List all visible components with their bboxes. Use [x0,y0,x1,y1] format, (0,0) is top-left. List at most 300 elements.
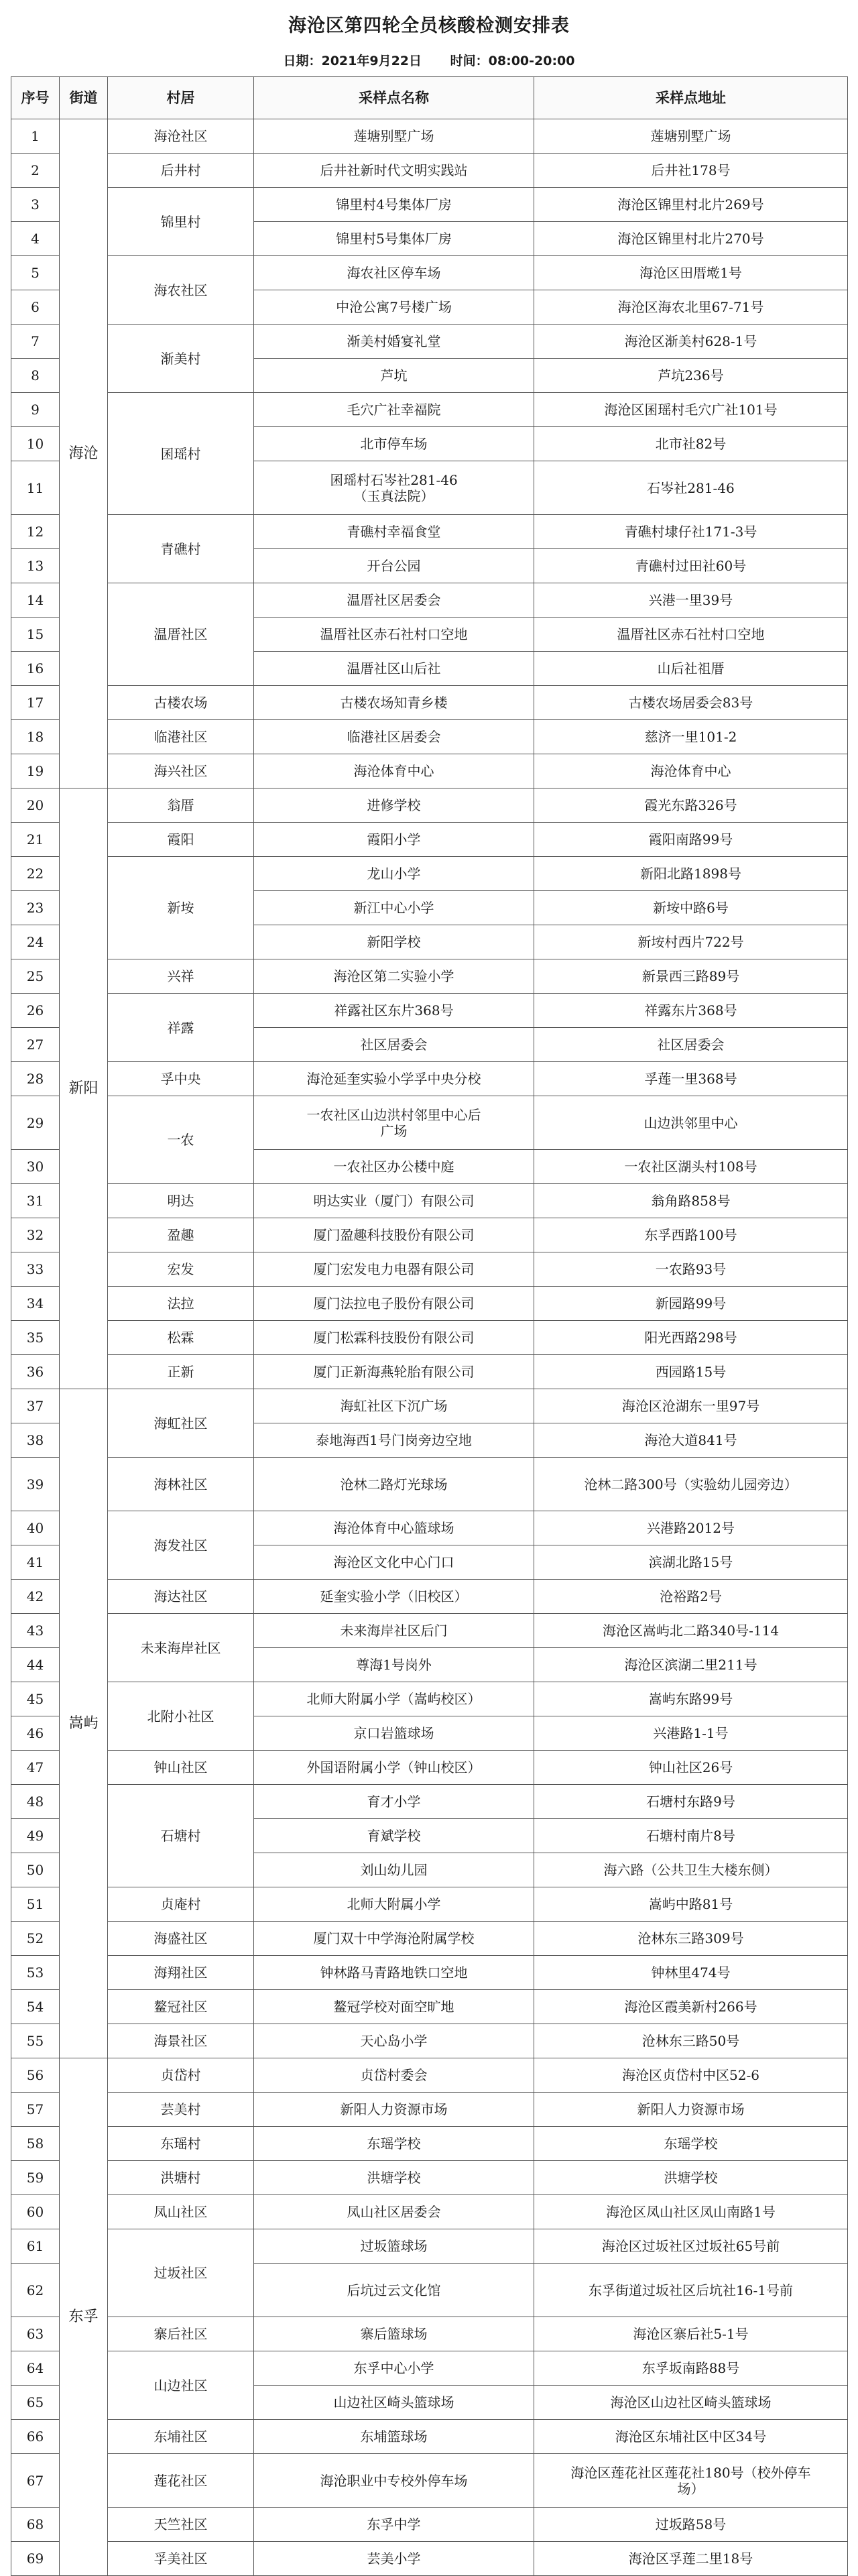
site-address-cell: 兴港一里39号 [534,583,848,618]
site-address-cell: 海沧区凤山社区凤山南路1号 [534,2195,848,2229]
row-number: 54 [11,1990,60,2024]
village-cell: 寨后社区 [108,2317,254,2351]
site-address-cell: 祥露东片368号 [534,994,848,1028]
row-number: 29 [11,1096,60,1150]
row-number: 44 [11,1648,60,1682]
time-label: 时间：08:00-20:00 [450,54,575,68]
row-number: 46 [11,1716,60,1751]
table-row [11,1389,848,1423]
table-row [11,720,848,754]
village-cell: 海虹社区 [108,1389,254,1458]
table-row [11,1252,848,1287]
row-number: 56 [11,2058,60,2093]
site-name-cell: 新阳人力资源市场 [254,2093,534,2127]
site-address-cell: 海沧区孚莲二里18号 [534,2542,848,2576]
table-row [11,2161,848,2195]
site-address-cell: 海沧区锦里村北片270号 [534,222,848,256]
table-row [11,1511,848,1545]
site-name-cell: 祥露社区东片368号 [254,994,534,1028]
site-name-cell: 厦门法拉电子股份有限公司 [254,1287,534,1321]
site-name-cell: 钟林路马青路地铁口空地 [254,1956,534,1990]
site-address-cell: 海沧区沧湖东一里97号 [534,1389,848,1423]
site-address-cell: 古楼农场居委会83号 [534,686,848,720]
village-cell: 正新 [108,1355,254,1389]
village-cell: 古楼农场 [108,686,254,720]
row-number: 12 [11,515,60,549]
site-name-cell: 厦门盈趣科技股份有限公司 [254,1218,534,1252]
site-address-cell: 海沧区山边社区崎头篮球场 [534,2386,848,2420]
site-name-cell: 后坑过云文化馆 [254,2264,534,2317]
site-name-cell: 延奎实验小学（旧校区） [254,1580,534,1614]
site-address-cell: 东孚街道过坂社区后坑社16-1号前 [534,2264,848,2317]
row-number: 15 [11,618,60,652]
row-number: 66 [11,2420,60,2454]
site-name-cell: 一农社区山边洪村邻里中心后 广场 [254,1096,534,1150]
row-number: 60 [11,2195,60,2229]
site-address-cell: 霞阳南路99号 [534,823,848,857]
site-address-cell: 海沧体育中心 [534,754,848,788]
table-row [11,2420,848,2454]
village-cell: 温厝社区 [108,583,254,686]
table-row [11,1614,848,1648]
site-name-cell: 鳌冠学校对面空旷地 [254,1990,534,2024]
village-cell: 后井村 [108,154,254,188]
row-number: 47 [11,1751,60,1785]
site-address-cell: 后井社178号 [534,154,848,188]
row-number: 8 [11,359,60,393]
site-name-cell: 凤山社区居委会 [254,2195,534,2229]
site-name-cell: 沧林二路灯光球场 [254,1458,534,1511]
village-cell: 祥露 [108,994,254,1062]
site-address-cell: 温厝社区赤石社村口空地 [534,618,848,652]
table-row [11,2542,848,2576]
site-address-cell: 钟山社区26号 [534,1751,848,1785]
site-name-cell: 新阳学校 [254,925,534,959]
village-cell: 石塘村 [108,1785,254,1887]
row-number: 26 [11,994,60,1028]
village-cell: 海发社区 [108,1511,254,1580]
site-address-cell: 翁角路858号 [534,1184,848,1218]
site-address-cell: 海沧区嵩屿北二路340号-114 [534,1614,848,1648]
site-name-cell: 厦门松霖科技股份有限公司 [254,1321,534,1355]
site-name-cell: 厦门双十中学海沧附属学校 [254,1922,534,1956]
row-number: 25 [11,959,60,994]
site-address-cell: 海沧区莲花社区莲花社180号（校外停车 场） [534,2454,848,2508]
header-row [11,77,848,119]
site-name-cell: 毛穴广社幸福院 [254,393,534,427]
site-address-cell: 山边洪邻里中心 [534,1096,848,1150]
site-name-cell: 渐美村婚宴礼堂 [254,325,534,359]
site-address-cell: 东瑶学校 [534,2127,848,2161]
site-name-cell: 育斌学校 [254,1819,534,1853]
site-address-cell: 洪塘学校 [534,2161,848,2195]
street-cell: 东孚 [60,2058,108,2576]
table-row [11,1887,848,1922]
table-row [11,823,848,857]
row-number: 51 [11,1887,60,1922]
village-cell: 囷瑶村 [108,393,254,515]
row-number: 63 [11,2317,60,2351]
site-name-cell: 山边社区崎头篮球场 [254,2386,534,2420]
village-cell: 东埔社区 [108,2420,254,2454]
row-number: 9 [11,393,60,427]
street-cell: 新阳 [60,788,108,1389]
row-number: 24 [11,925,60,959]
header-village: 村居 [108,77,254,119]
site-address-cell: 新景西三路89号 [534,959,848,994]
row-number: 5 [11,256,60,290]
site-address-cell: 石塘村东路9号 [534,1785,848,1819]
table-row [11,994,848,1028]
village-cell: 过坂社区 [108,2229,254,2317]
table-row [11,1922,848,1956]
site-name-cell: 洪塘学校 [254,2161,534,2195]
site-address-cell: 新园路99号 [534,1287,848,1321]
site-address-cell: 一农社区湖头村108号 [534,1150,848,1184]
site-address-cell: 钟林里474号 [534,1956,848,1990]
site-name-cell: 厦门宏发电力电器有限公司 [254,1252,534,1287]
table-row [11,2508,848,2542]
site-address-cell: 海沧区贞岱村中区52-6 [534,2058,848,2093]
site-address-cell: 海六路（公共卫生大楼东侧） [534,1853,848,1887]
site-name-cell: 临港社区居委会 [254,720,534,754]
site-name-cell: 未来海岸社区后门 [254,1614,534,1648]
site-name-cell: 芦坑 [254,359,534,393]
village-cell: 临港社区 [108,720,254,754]
village-cell: 一农 [108,1096,254,1184]
header-no: 序号 [11,77,60,119]
row-number: 42 [11,1580,60,1614]
site-name-cell: 进修学校 [254,788,534,823]
row-number: 27 [11,1028,60,1062]
row-number: 40 [11,1511,60,1545]
row-number: 43 [11,1614,60,1648]
table-row [11,686,848,720]
site-address-cell: 孚莲一里368号 [534,1062,848,1096]
row-number: 45 [11,1682,60,1716]
row-number: 69 [11,2542,60,2576]
table-row [11,256,848,290]
village-cell: 贞岱村 [108,2058,254,2093]
row-number: 21 [11,823,60,857]
village-cell: 海翔社区 [108,1956,254,1990]
site-address-cell: 阳光西路298号 [534,1321,848,1355]
table-row [11,2351,848,2386]
row-number: 67 [11,2454,60,2508]
row-number: 68 [11,2508,60,2542]
site-address-cell: 沧裕路2号 [534,1580,848,1614]
site-address-cell: 海沧区东埔社区中区34号 [534,2420,848,2454]
village-cell: 芸美村 [108,2093,254,2127]
table-row [11,393,848,427]
site-name-cell: 一农社区办公楼中庭 [254,1150,534,1184]
row-number: 28 [11,1062,60,1096]
village-cell: 东瑶村 [108,2127,254,2161]
site-address-cell: 嵩屿中路81号 [534,1887,848,1922]
site-address-cell: 沧林东三路50号 [534,2024,848,2058]
row-number: 14 [11,583,60,618]
row-number: 52 [11,1922,60,1956]
site-name-cell: 古楼农场知青乡楼 [254,686,534,720]
site-address-cell: 兴港路2012号 [534,1511,848,1545]
site-name-cell: 温厝社区山后社 [254,652,534,686]
site-name-cell: 锦里村5号集体厂房 [254,222,534,256]
village-cell: 盈趣 [108,1218,254,1252]
site-address-cell: 沧林东三路309号 [534,1922,848,1956]
site-name-cell: 海沧区第二实验小学 [254,959,534,994]
village-cell: 未来海岸社区 [108,1614,254,1682]
site-name-cell: 海沧体育中心 [254,754,534,788]
row-number: 36 [11,1355,60,1389]
site-name-cell: 海虹社区下沉广场 [254,1389,534,1423]
site-name-cell: 龙山小学 [254,857,534,891]
row-number: 58 [11,2127,60,2161]
schedule-table [11,76,848,2576]
site-name-cell: 厦门正新海燕轮胎有限公司 [254,1355,534,1389]
site-name-cell: 芸美小学 [254,2542,534,2576]
village-cell: 兴祥 [108,959,254,994]
table-row [11,1990,848,2024]
row-number: 37 [11,1389,60,1423]
site-name-cell: 海沧体育中心篮球场 [254,1511,534,1545]
village-cell: 海达社区 [108,1580,254,1614]
date-label: 日期：2021年9月22日 [283,54,422,68]
row-number: 6 [11,290,60,325]
village-cell: 孚中央 [108,1062,254,1096]
table-row [11,154,848,188]
site-address-cell: 西园路15号 [534,1355,848,1389]
street-cell: 海沧 [60,119,108,788]
site-address-cell: 青礁村过田社60号 [534,549,848,583]
village-cell: 松霖 [108,1321,254,1355]
site-name-cell: 霞阳小学 [254,823,534,857]
village-cell: 霞阳 [108,823,254,857]
site-name-cell: 泰地海西1号门岗旁边空地 [254,1423,534,1458]
row-number: 34 [11,1287,60,1321]
site-name-cell: 东瑶学校 [254,2127,534,2161]
site-address-cell: 石岑社281-46 [534,461,848,515]
page-title: 海沧区第四轮全员核酸检测安排表 [288,15,570,36]
site-address-cell: 新垵中路6号 [534,891,848,925]
site-address-cell: 新阳人力资源市场 [534,2093,848,2127]
village-cell: 渐美村 [108,325,254,393]
site-address-cell: 海沧区渐美村628-1号 [534,325,848,359]
village-cell: 天竺社区 [108,2508,254,2542]
table-row [11,1062,848,1096]
site-name-cell: 后井社新时代文明实践站 [254,154,534,188]
row-number: 13 [11,549,60,583]
site-address-cell: 过坂路58号 [534,2508,848,2542]
row-number: 16 [11,652,60,686]
row-number: 53 [11,1956,60,1990]
table-row [11,2058,848,2093]
site-name-cell: 海沧职业中专校外停车场 [254,2454,534,2508]
header-site-name: 采样点名称 [254,77,534,119]
row-number: 59 [11,2161,60,2195]
table-row [11,2195,848,2229]
table-row [11,188,848,222]
row-number: 2 [11,154,60,188]
site-name-cell: 明达实业（厦门）有限公司 [254,1184,534,1218]
site-address-cell: 青礁村埭仔社171-3号 [534,515,848,549]
row-number: 7 [11,325,60,359]
site-name-cell: 天心岛小学 [254,2024,534,2058]
site-address-cell: 海沧区海农北里67-71号 [534,290,848,325]
table-row [11,2127,848,2161]
site-address-cell: 北市社82号 [534,427,848,461]
village-cell: 北附小社区 [108,1682,254,1751]
site-name-cell: 东埔篮球场 [254,2420,534,2454]
site-address-cell: 霞光东路326号 [534,788,848,823]
row-number: 35 [11,1321,60,1355]
row-number: 30 [11,1150,60,1184]
row-number: 62 [11,2264,60,2317]
village-cell: 莲花社区 [108,2454,254,2508]
village-cell: 山边社区 [108,2351,254,2420]
table-row [11,959,848,994]
site-address-cell: 一农路93号 [534,1252,848,1287]
site-address-cell: 兴港路1-1号 [534,1716,848,1751]
village-cell: 海兴社区 [108,754,254,788]
village-cell: 新垵 [108,857,254,959]
table-header [11,77,848,119]
site-address-cell: 海沧大道841号 [534,1423,848,1458]
table-row [11,583,848,618]
table-row [11,1458,848,1511]
row-number: 38 [11,1423,60,1458]
row-number: 23 [11,891,60,925]
row-number: 4 [11,222,60,256]
site-address-cell: 芦坑236号 [534,359,848,393]
site-name-cell: 海沧延奎实验小学孚中央分校 [254,1062,534,1096]
site-name-cell: 中沧公寓7号楼广场 [254,290,534,325]
site-name-cell: 育才小学 [254,1785,534,1819]
site-address-cell: 滨湖北路15号 [534,1545,848,1580]
site-name-cell: 京口岩篮球场 [254,1716,534,1751]
site-name-cell: 北师大附属小学（嵩屿校区） [254,1682,534,1716]
table-row [11,2093,848,2127]
header-street: 街道 [60,77,108,119]
table-row [11,857,848,891]
site-address-cell: 新阳北路1898号 [534,857,848,891]
village-cell: 翁厝 [108,788,254,823]
village-cell: 钟山社区 [108,1751,254,1785]
site-name-cell: 贞岱村委会 [254,2058,534,2093]
table-row [11,788,848,823]
row-number: 20 [11,788,60,823]
village-cell: 法拉 [108,1287,254,1321]
table-row [11,1096,848,1150]
site-address-cell: 新垵村西片722号 [534,925,848,959]
table-row [11,1321,848,1355]
row-number: 61 [11,2229,60,2264]
site-address-cell: 海沧区囷瑶村毛穴广社101号 [534,393,848,427]
table-row [11,325,848,359]
row-number: 49 [11,1819,60,1853]
table-row [11,2317,848,2351]
table-row [11,1218,848,1252]
village-cell: 洪塘村 [108,2161,254,2195]
table-row [11,1785,848,1819]
site-address-cell: 慈济一里101-2 [534,720,848,754]
site-name-cell: 青礁村幸福食堂 [254,515,534,549]
site-address-cell: 海沧区寨后社5-1号 [534,2317,848,2351]
table-row [11,1751,848,1785]
row-number: 31 [11,1184,60,1218]
table-row [11,754,848,788]
site-name-cell: 外国语附属小学（钟山校区） [254,1751,534,1785]
site-address-cell: 东孚坂南路88号 [534,2351,848,2386]
row-number: 41 [11,1545,60,1580]
table-body [11,119,848,2576]
site-address-cell: 海沧区锦里村北片269号 [534,188,848,222]
site-name-cell: 莲塘别墅广场 [254,119,534,154]
site-name-cell: 锦里村4号集体厂房 [254,188,534,222]
date-time-line [11,46,847,76]
site-name-cell: 新江中心小学 [254,891,534,925]
row-number: 22 [11,857,60,891]
village-cell: 海农社区 [108,256,254,325]
site-name-cell: 社区居委会 [254,1028,534,1062]
table-row [11,1580,848,1614]
site-name-cell: 东孚中心小学 [254,2351,534,2386]
site-address-cell: 嵩屿东路99号 [534,1682,848,1716]
table-row [11,1956,848,1990]
row-number: 50 [11,1853,60,1887]
site-name-cell: 寨后篮球场 [254,2317,534,2351]
village-cell: 鳌冠社区 [108,1990,254,2024]
site-name-cell: 刘山幼儿园 [254,1853,534,1887]
row-number: 17 [11,686,60,720]
site-address-cell: 海沧区田厝墘1号 [534,256,848,290]
table-row [11,1682,848,1716]
site-address-cell: 莲塘别墅广场 [534,119,848,154]
village-cell: 孚美社区 [108,2542,254,2576]
village-cell: 海盛社区 [108,1922,254,1956]
row-number: 48 [11,1785,60,1819]
row-number: 19 [11,754,60,788]
row-number: 10 [11,427,60,461]
village-cell: 海景社区 [108,2024,254,2058]
row-number: 65 [11,2386,60,2420]
street-cell: 嵩屿 [60,1389,108,2058]
table-row [11,2229,848,2264]
site-name-cell: 海农社区停车场 [254,256,534,290]
header-site-address: 采样点地址 [534,77,848,119]
village-cell: 海沧社区 [108,119,254,154]
site-name-cell: 温厝社区居委会 [254,583,534,618]
site-address-cell: 社区居委会 [534,1028,848,1062]
site-address-cell: 石塘村南片8号 [534,1819,848,1853]
site-name-cell: 开台公园 [254,549,534,583]
row-number: 11 [11,461,60,515]
site-address-cell: 海沧区滨湖二里211号 [534,1648,848,1682]
row-number: 57 [11,2093,60,2127]
site-name-cell: 海沧区文化中心门口 [254,1545,534,1580]
site-name-cell: 囷瑶村石岑社281-46 （玉真法院） [254,461,534,515]
table-row [11,1184,848,1218]
site-name-cell: 北师大附属小学 [254,1887,534,1922]
village-cell: 锦里村 [108,188,254,256]
village-cell: 贞庵村 [108,1887,254,1922]
village-cell: 凤山社区 [108,2195,254,2229]
village-cell: 海林社区 [108,1458,254,1511]
site-address-cell: 沧林二路300号（实验幼儿园旁边） [534,1458,848,1511]
row-number: 18 [11,720,60,754]
row-number: 64 [11,2351,60,2386]
table-row [11,119,848,154]
row-number: 39 [11,1458,60,1511]
